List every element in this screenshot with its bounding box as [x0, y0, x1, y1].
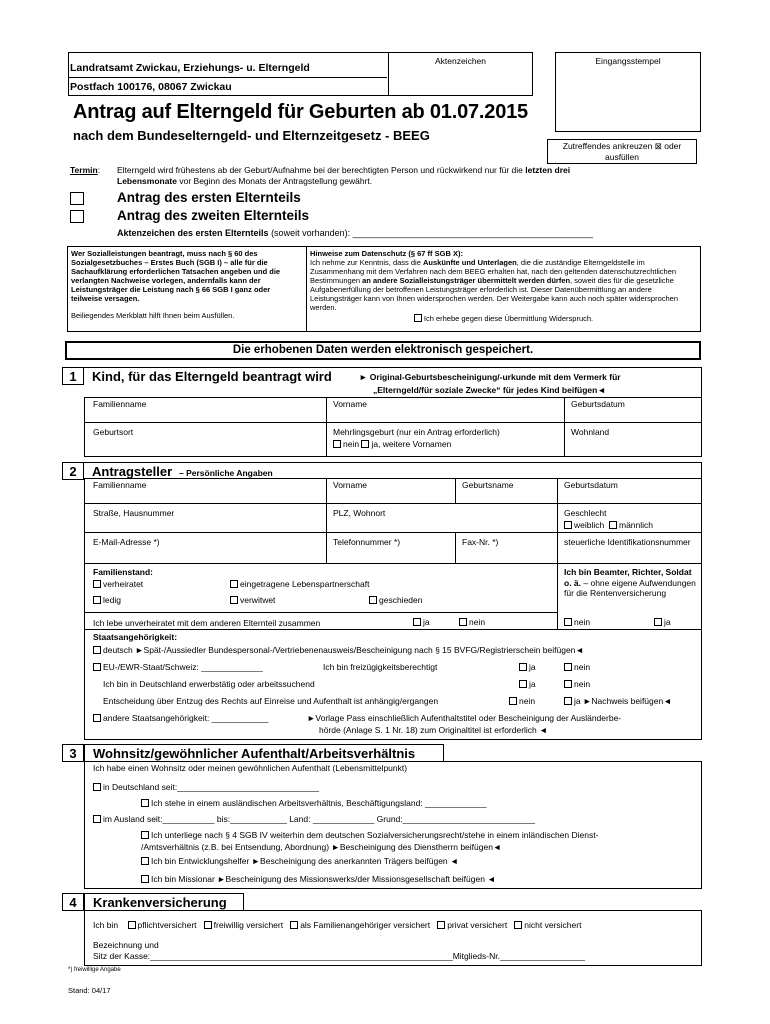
aktenzeichen-ersten-label: Aktenzeichen des ersten Elternteils	[117, 228, 269, 238]
beamter-text: Ich bin Beamter, Richter, Soldat o. ä. – ohne eigene Aufwendungen für die Rentenversicherung	[564, 567, 696, 598]
stand-date: Stand: 04/17	[68, 986, 111, 995]
vorlage-line2: hörde (Anlage S. 1 Nr. 18) zum Originaltitel ist erforderlich ◄	[319, 725, 548, 735]
info-left-normal: Beiliegendes Merkblatt hilft Ihnen beim Ausfüllen.	[71, 311, 235, 320]
widerspruch-label: Ich erhebe gegen diese Übermittlung Widerspruch.	[423, 314, 594, 323]
beamter-nein-option[interactable]: nein	[560, 616, 594, 629]
beamter-nein-checkbox[interactable]	[564, 618, 572, 626]
missionar-option[interactable]: Ich bin Missionar ►Bescheinigung des Missionswerks/der Missionsgesellschaft beifügen ◄	[137, 873, 500, 886]
antrag-ersten-option[interactable]	[70, 191, 84, 209]
steuer-id-field[interactable]: steuerliche Identifikationsnummer	[564, 537, 691, 547]
geschlecht-options[interactable]: weiblich männlich	[560, 519, 657, 532]
freizuegig-ja-option[interactable]: ja	[515, 661, 540, 674]
kind-vorname-field[interactable]: Vorname	[333, 399, 368, 409]
unverheiratet-nein-checkbox[interactable]	[459, 618, 467, 626]
missionar-checkbox[interactable]	[141, 875, 149, 883]
aktenzeichen-box[interactable]	[388, 52, 533, 96]
kind-geburtsort-field[interactable]: Geburtsort	[93, 427, 134, 437]
widerspruch-checkbox[interactable]	[414, 314, 422, 322]
eingetragen-checkbox[interactable]	[230, 580, 238, 588]
authority-box	[68, 52, 388, 96]
section-3-title: Wohnsitz/gewöhnlicher Aufenthalt/Arbeitsverhältnis	[84, 744, 444, 762]
entscheidung-ja-option[interactable]: ja ►Nachweis beifügen◄	[560, 695, 676, 708]
kv-options[interactable]: Ich bin pflichtversichert freiwillig versichert als Familienangehöriger versichert privat versichert nicht versichert	[93, 920, 582, 930]
antrag-zweiten-label: Antrag des zweiten Elternteils	[117, 208, 310, 223]
verheiratet-option[interactable]: verheiratet	[89, 578, 147, 591]
fax-field[interactable]: Fax-Nr. *)	[462, 537, 499, 547]
verwitwet-checkbox[interactable]	[230, 596, 238, 604]
info-right-title: Hinweise zum Datenschutz (§ 67 ff SGB X):	[310, 249, 463, 258]
inland-checkbox[interactable]	[93, 783, 101, 791]
section-2-number: 2	[62, 462, 84, 480]
aktenzeichen-ersten-line[interactable]: ________________________________________________	[350, 228, 593, 238]
section-2-grid	[84, 478, 702, 740]
vorlage-line1: ►Vorlage Pass einschließlich Aufenthaltstitel oder Bescheinigung der Ausländerbe-	[307, 713, 622, 723]
erwerbstaetig-ja-checkbox[interactable]	[519, 680, 527, 688]
unverheiratet-nein-option[interactable]: nein	[455, 616, 489, 629]
beamter-ja-checkbox[interactable]	[654, 618, 662, 626]
footnote: *) freiwillige Angabe	[68, 967, 121, 973]
erwerbstaetig-ja-option[interactable]: ja	[515, 678, 540, 691]
kind-wohnland-field[interactable]: Wohnland	[571, 427, 610, 437]
wohnsitz-intro: Ich habe einen Wohnsitz oder meinen gewöhnlichen Aufenthalt (Lebensmittelpunkt)	[93, 763, 408, 773]
geburtsdatum-field[interactable]: Geburtsdatum	[564, 480, 618, 490]
entscheidung-nein-checkbox[interactable]	[509, 697, 517, 705]
section-1-number: 1	[62, 367, 84, 385]
familienstand-label: Familienstand:	[93, 567, 153, 577]
termin-block: Termin: Elterngeld wird frühestens ab der Geburt/Aufnahme bei der berechtigten Person und rückwirkend nur für die letzten drei Lebensmonate vor Beginn des Monats der Antragstellung gewährt.	[70, 165, 571, 186]
unterliege-checkbox[interactable]	[141, 831, 149, 839]
verheiratet-checkbox[interactable]	[93, 580, 101, 588]
entscheidung-nein-option[interactable]: nein	[505, 695, 539, 708]
section-3-number: 3	[62, 744, 84, 762]
unterliege-option[interactable]: Ich unterliege nach § 4 SGB IV weiterhin dem deutschen Sozialversicherungsrecht/stehe in einem inländischen Dienst-	[137, 829, 602, 842]
plz-wohnort-field[interactable]: PLZ, Wohnort	[333, 508, 386, 518]
elektronisch-banner: Die erhobenen Daten werden elektronisch gespeichert.	[65, 341, 701, 360]
mehrling-ja-checkbox[interactable]	[361, 440, 369, 448]
auslaendisch-option[interactable]: Ich stehe in einem ausländischen Arbeitsverhältnis, Beschäftigungsland: _____________	[137, 797, 491, 810]
section-1-note1: ► Original-Geburtsbescheinigung/-urkunde mit dem Vermerk für	[359, 372, 621, 382]
section-1-header	[84, 367, 702, 397]
section-1-title: Kind, für das Elterngeld beantragt wird	[92, 369, 332, 384]
mehrling-nein-checkbox[interactable]	[333, 440, 341, 448]
eu-option[interactable]: EU-/EWR-Staat/Schweiz: _____________	[89, 661, 267, 674]
entwicklung-option[interactable]: Ich bin Entwicklungshelfer ►Bescheinigung des anerkannten Trägers beifügen ◄	[137, 855, 462, 868]
authority-line1: Landratsamt Zwickau, Erziehungs- u. Elterngeld	[70, 62, 310, 74]
antrag-ersten-checkbox[interactable]	[70, 192, 84, 205]
andere-checkbox[interactable]	[93, 714, 101, 722]
entscheidung-label: Entscheidung über Entzug des Rechts auf Einreise und Aufenthalt ist anhängig/ergangen	[103, 696, 439, 706]
ledig-checkbox[interactable]	[93, 596, 101, 604]
widerspruch-option[interactable]	[310, 314, 697, 323]
unverheiratet-label: Ich lebe unverheiratet mit dem anderen Elternteil zusammen	[93, 618, 321, 628]
deutsch-option[interactable]: deutsch ►Spät-/Aussiedler Bundespersonal-/Vertriebenenausweis/Bescheinigung nach § 15 BVFG/Registrierschein beifügen◄	[89, 644, 588, 657]
section-3-box	[84, 761, 702, 889]
vorname-field[interactable]: Vorname	[333, 480, 368, 490]
freizuegig-nein-option[interactable]: nein	[560, 661, 594, 674]
staat-label: Staatsangehörigkeit:	[93, 632, 178, 642]
termin-text-b: vor Beginn des Monats der Antragstellung gewährt.	[177, 175, 373, 186]
unterliege-line2: /Amtsverhältnis (z.B. bei Entsendung, Abordnung) ►Bescheinigung des Dienstherrn beifügen◄	[141, 842, 502, 852]
ausland-checkbox[interactable]	[93, 815, 101, 823]
maennlich-checkbox[interactable]	[609, 521, 617, 529]
eingangsstempel-label: Eingangsstempel	[595, 56, 661, 66]
section-2-title: Antragsteller	[92, 464, 173, 479]
freiwillig-checkbox[interactable]	[204, 921, 212, 929]
eingangsstempel-box	[555, 52, 701, 132]
weiblich-checkbox[interactable]	[564, 521, 572, 529]
email-field[interactable]: E-Mail-Adresse *)	[93, 537, 160, 547]
mehrlingsgeburt-options[interactable]: nein ja, weitere Vornamen	[329, 438, 455, 451]
erwerbstaetig-nein-checkbox[interactable]	[564, 680, 572, 688]
deutsch-checkbox[interactable]	[93, 646, 101, 654]
page-title: Antrag auf Elterngeld für Geburten ab 01.07.2015	[73, 101, 528, 123]
freizuegig-ja-checkbox[interactable]	[519, 663, 527, 671]
antrag-zweiten-checkbox[interactable]	[70, 210, 84, 223]
bezeichnung-label: Bezeichnung und	[93, 940, 159, 950]
eingetragen-option[interactable]: eingetragene Lebenspartnerschaft	[226, 578, 373, 591]
aktenzeichen-ersten-row[interactable]	[117, 228, 707, 239]
mehrlingsgeburt-label: Mehrlingsgeburt (nur ein Antrag erforderlich)	[333, 427, 500, 437]
antrag-ersten-label: Antrag des ersten Elternteils	[117, 190, 301, 205]
kind-familienname-field[interactable]: Familienname	[93, 399, 147, 409]
erwerbstaetig-nein-option[interactable]: nein	[560, 678, 594, 691]
page-subtitle: nach dem Bundeselterngeld- und Elternzeitgesetz - BEEG	[73, 128, 430, 143]
geburtsname-field[interactable]: Geburtsname	[462, 480, 514, 490]
privat-checkbox[interactable]	[437, 921, 445, 929]
section-2-title-sub: – Persönliche Angaben	[179, 468, 273, 478]
antrag-zweiten-option[interactable]	[70, 209, 84, 227]
aktenzeichen-ersten-note: (soweit vorhanden):	[268, 228, 351, 238]
authority-line2: Postfach 100176, 08067 Zwickau	[70, 81, 232, 93]
familienname-field[interactable]: Familienname	[93, 480, 147, 490]
section-1-note2: „Elterngeld/für soziale Zwecke“ für jedes Kind beifügen◄	[373, 385, 606, 395]
aktenzeichen-label: Aktenzeichen	[434, 56, 487, 66]
ausland-option[interactable]: im Ausland seit:___________ bis:____________ Land: _____________ Grund:____________________________	[89, 813, 539, 826]
geschieden-option[interactable]: geschieden	[365, 594, 426, 607]
andere-option[interactable]: andere Staatsangehörigkeit: ____________	[89, 712, 272, 725]
nicht-checkbox[interactable]	[514, 921, 522, 929]
info-datenschutz-box: Hinweise zum Datenschutz (§ 67 ff SGB X): Ich nehme zur Kenntnis, dass die Auskünfte und Unterlagen, die die zuständige Elterngeldstelle im Zusammenhang mit dem Verfahren nach dem BEEG erhalten hat, nach den geltenden datenschutzrechtlichen Bestimmungen an andere Sozialleistungsträger übermittelt werden dürfen, soweit dies für die gesetzliche Aufgabenerfüllung der betroffenen Leistungsträger erforderlich ist. Dieser Datenübermittlung an andere Leistungsträger kann von Ihnen widersprochen werden. Der Weitergabe kann auch noch später widersprochen werden. Ich erhebe gegen diese Übermittlung Widerspruch.	[307, 246, 701, 332]
info-sozialleistungen-box	[67, 246, 307, 332]
eu-checkbox[interactable]	[93, 663, 101, 671]
entwicklung-checkbox[interactable]	[141, 857, 149, 865]
auslaendisch-checkbox[interactable]	[141, 799, 149, 807]
unverheiratet-ja-checkbox[interactable]	[413, 618, 421, 626]
section-2-header	[84, 462, 702, 478]
info-left-bold: Wer Sozialleistungen beantragt, muss nach § 60 des Sozialgesetzbuches – Erstes Buch (SGB I) – alle für die Sachaufklärung erforderlichen Tatsachen angeben und die verlangten Nachweise vorlegen, andernfalls kann der Leistungsträger die Leistung nach § 66 SGB I ganz oder teilweise versagen.	[71, 249, 281, 303]
termin-text-a: Elterngeld wird frühestens ab der Geburt/Aufnahme bei der berechtigten Person und rückwirkend nur für die	[117, 165, 526, 175]
section-4-number: 4	[62, 893, 84, 911]
termin-bold1: letzten drei	[525, 165, 571, 175]
unverheiratet-ja-option[interactable]: ja	[409, 616, 434, 629]
ledig-option[interactable]: ledig	[89, 594, 125, 607]
telefon-field[interactable]: Telefonnummer *)	[333, 537, 401, 547]
geschlecht-label: Geschlecht	[564, 508, 607, 518]
inland-option[interactable]: in Deutschland seit:______________________________	[89, 781, 323, 794]
erwerbstaetig-label: Ich bin in Deutschland erwerbstätig oder arbeitssuchend	[103, 679, 315, 689]
familie-checkbox[interactable]	[290, 921, 298, 929]
geschieden-checkbox[interactable]	[369, 596, 377, 604]
sitz-kasse-field[interactable]: Sitz der Kasse:________________________________________________________________Mitglieds-Nr.__________________	[93, 951, 586, 961]
termin-label: Termin	[70, 165, 98, 175]
section-1-grid	[84, 397, 702, 457]
kind-geburtsdatum-field[interactable]: Geburtsdatum	[571, 399, 625, 409]
entscheidung-ja-checkbox[interactable]	[564, 697, 572, 705]
freizuegig-nein-checkbox[interactable]	[564, 663, 572, 671]
section-4-box	[84, 910, 702, 966]
pflicht-checkbox[interactable]	[128, 921, 136, 929]
beamter-ja-option[interactable]: ja	[650, 616, 675, 629]
zutreffendes-note: Zutreffendes ankreuzen ⊠ oder ausfüllen	[547, 139, 697, 164]
verwitwet-option[interactable]: verwitwet	[226, 594, 279, 607]
freizuegig-label: Ich bin freizügigkeitsberechtigt	[323, 662, 438, 672]
section-4-title: Krankenversicherung	[84, 893, 244, 911]
termin-bold2: Lebensmonate	[117, 175, 177, 186]
strasse-field[interactable]: Straße, Hausnummer	[93, 508, 175, 518]
